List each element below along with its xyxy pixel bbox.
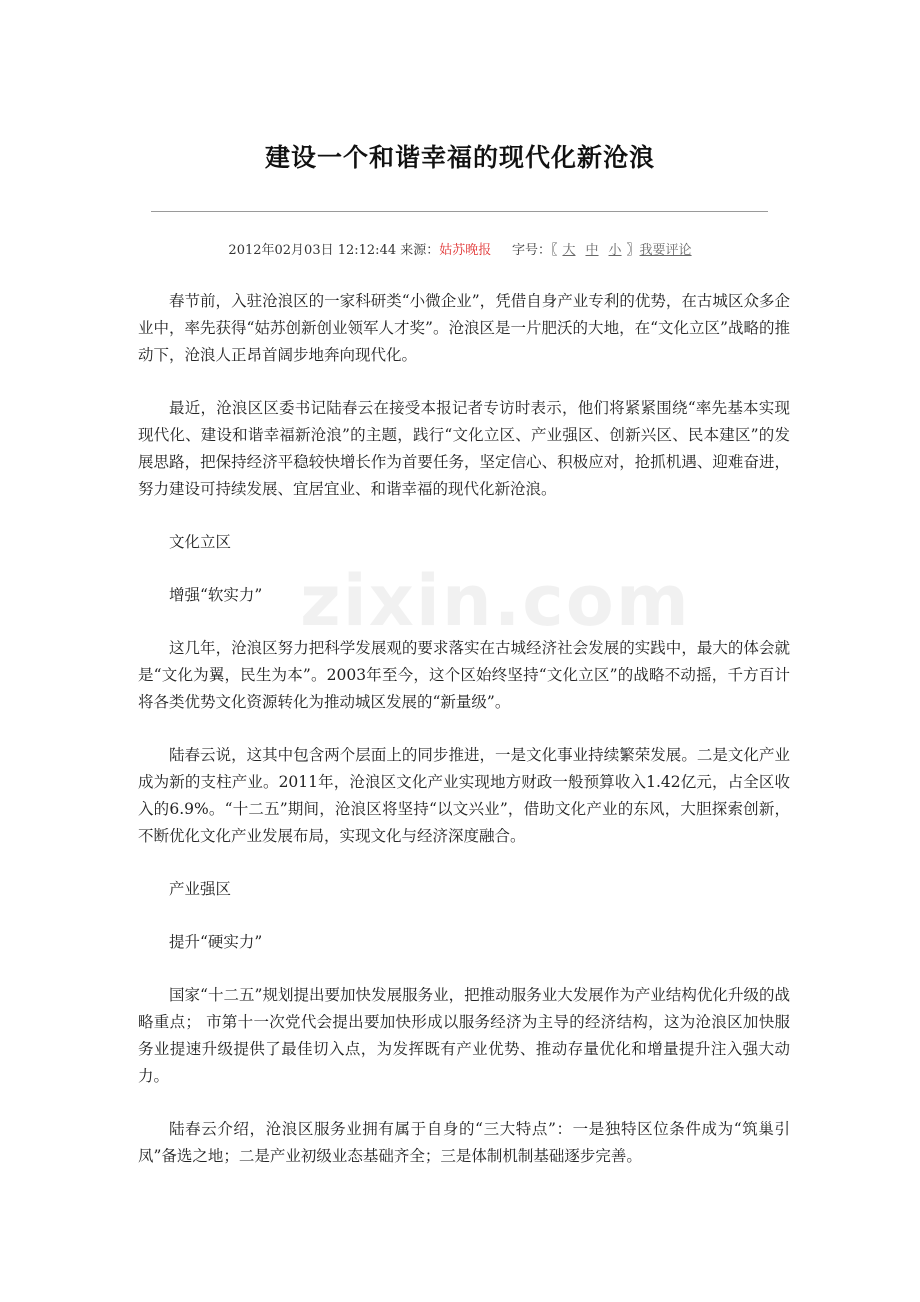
- section-subheading: 增强“软实力”: [169, 586, 263, 604]
- section-subheading: 提升“硬实力”: [169, 933, 263, 951]
- source-label: 来源：: [400, 243, 440, 258]
- article-body: [138, 288, 790, 1196]
- title-divider: [151, 211, 768, 212]
- font-size-large-link[interactable]: 大: [562, 243, 576, 258]
- paragraph: 这几年，沧浪区努力把科学发展观的要求落实在古城经济社会发展的实践中，最大的体会就是“文化为翼，民生为本”。2003年至今，这个区始终坚持“文化立区”的战略不动摇，千方百计将各类优势文化资源转化为推动城区发展的“新量级”。: [138, 639, 790, 711]
- section-heading: 产业强区: [169, 880, 232, 898]
- paragraph: 陆春云介绍，沧浪区服务业拥有属于自身的“三大特点”：一是独特区位条件成为“筑巢引凤”备选之地；二是产业初级业态基础齐全；三是体制机制基础逐步完善。: [138, 1120, 790, 1165]
- section-heading: 文化立区: [169, 533, 232, 551]
- bracket-close: 〗: [626, 243, 640, 258]
- font-size-small-link[interactable]: 小: [608, 243, 622, 258]
- paragraph: 最近，沧浪区区委书记陆春云在接受本报记者专访时表示，他们将紧紧围绕“率先基本实现现代化、建设和谐幸福新沧浪”的主题，践行“文化立区、产业强区、创新兴区、民本建区”的发展思路，把保持经济平稳较快增长作为首要任务，坚定信心、积极应对，抢抓机遇、迎难奋进，努力建设可持续发展、宜居宜业、和谐幸福的现代化新沧浪。: [138, 399, 790, 498]
- font-size-label: 字号：: [511, 243, 551, 258]
- publish-datetime: 2012年02月03日 12:12:44: [228, 243, 397, 258]
- source-name: 姑苏晚报: [439, 243, 492, 258]
- article-meta: [0, 239, 920, 258]
- bracket-open: 〖: [550, 243, 558, 258]
- watermark: zixin.com: [300, 560, 691, 642]
- paragraph: 陆春云说，这其中包含两个层面上的同步推进，一是文化事业持续繁荣发展。二是文化产业成为新的支柱产业。2011年，沧浪区文化产业实现地方财政一般预算收入1.42亿元，占全区收入的6.9%。“十二五”期间，沧浪区将坚持“以文兴业”，借助文化产业的东风，大胆探索创新，不断优化文化产业发展布局，实现文化与经济深度融合。: [138, 746, 790, 845]
- comment-link[interactable]: 我要评论: [639, 243, 692, 258]
- paragraph: 国家“十二五”规划提出要加快发展服务业，把推动服务业大发展作为产业结构优化升级的战略重点； 市第十一次党代会提出要加快形成以服务经济为主导的经济结构，这为沧浪区加快服务业提速升级提供了最佳切入点，为发挥既有产业优势、推动存量优化和增量提升注入强大动力。: [138, 986, 790, 1085]
- article-title: 建设一个和谐幸福的现代化新沧浪: [264, 143, 655, 172]
- font-size-medium-link[interactable]: 中: [585, 243, 599, 258]
- paragraph: 春节前，入驻沧浪区的一家科研类“小微企业”，凭借自身产业专利的优势，在古城区众多企业中，率先获得“姑苏创新创业领军人才奖”。沧浪区是一片肥沃的大地，在“文化立区”战略的推动下，沧浪人正昂首阔步地奔向现代化。: [138, 292, 790, 364]
